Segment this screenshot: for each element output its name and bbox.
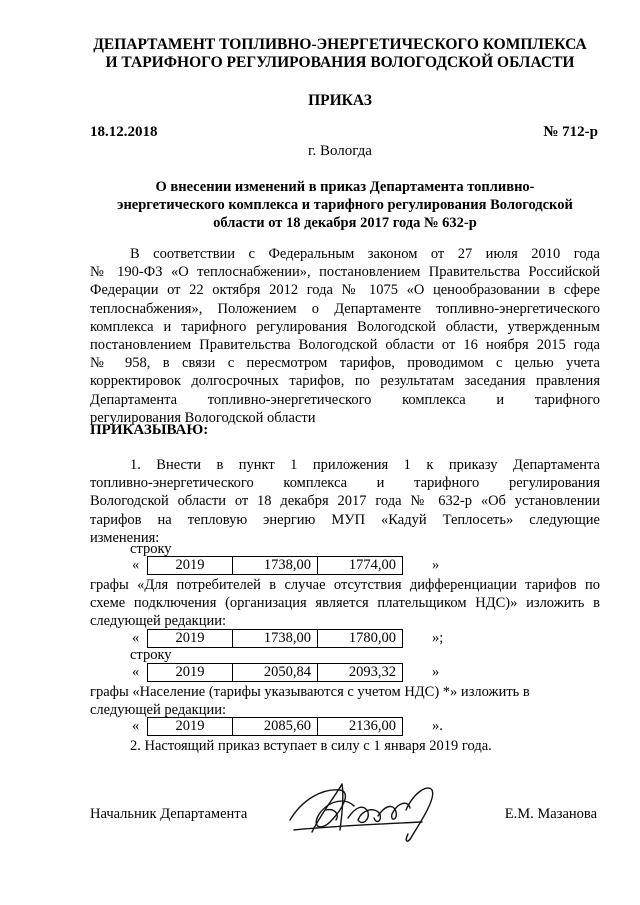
item-1-line: изменения: [90,529,160,546]
tariff-value-2: 1774,00 [318,557,403,575]
quote-open: « [132,630,140,646]
city: г. Вологда [308,143,372,159]
preamble [90,245,600,427]
tariff-year: 2019 [148,630,233,648]
item-2: 2. Настоящий приказ вступает в силу с 1 января 2019 года. [130,738,492,754]
para-b-line: графы «Население (тарифы указываются с учетом НДС) *» изложить в [90,684,530,700]
tariff-row-3 [147,663,403,682]
quote-close: » [432,557,440,573]
order-subject [90,178,600,232]
preamble-line: теплоснабжения», Положением о Департаменте топливно-энергетического [90,300,600,317]
handwritten-signature [282,770,452,850]
order-date: 18.12.2018 [90,124,158,140]
preamble-line: Федерации от 22 октября 2012 года № 1075 «О ценообразовании в сфере [90,282,600,299]
tariff-value-1: 2050,84 [233,664,318,682]
preamble-line: постановлением Правительства Вологодской области от 16 ноября 2015 года [90,337,600,354]
department-name-line1: ДЕПАРТАМЕНТ ТОПЛИВНО-ЭНЕРГЕТИЧЕСКОГО КОМПЛЕКСА [93,36,587,53]
item-1-line: топливно-энергетического комплекса и тарифного регулирования [90,475,600,492]
item-1-line: тарифов на тепловую энергию МУП «Кадуй Теплосеть» следующие [90,511,600,528]
tariff-value-1: 1738,00 [233,630,318,648]
preamble-line: корректировок долгосрочных тарифов, по результатам заседания правления [90,373,600,390]
subject-line-1: О внесении изменений в приказ Департамента топливно- [155,179,535,195]
column-description-b [90,683,600,719]
preamble-line: № 190-ФЗ «О теплоснабжении», постановлением Правительства Российской [90,264,600,281]
tariff-year: 2019 [148,557,233,575]
tariff-value-1: 1738,00 [233,557,318,575]
tariff-row-2 [147,629,403,648]
tariff-value-2: 1780,00 [318,630,403,648]
quote-close-dot: ». [432,718,443,734]
subject-line-2: энергетического комплекса и тарифного регулирования Вологодской [117,197,573,213]
quote-open: « [132,664,140,680]
item-1-line: Вологодской области от 18 декабря 2017 года № 632-р «Об установлении [90,493,600,510]
row-word: строку [130,647,172,663]
subject-line-3: области от 18 декабря 2017 года № 632-р [213,215,477,231]
quote-open: « [132,718,140,734]
tariff-value-2: 2093,32 [318,664,403,682]
quote-close-semicolon: »; [432,630,444,646]
quote-open: « [132,557,140,573]
column-description-a [90,576,600,631]
preamble-line: В соответствии с Федеральным законом от 27 июля 2010 года [130,246,600,262]
preamble-line: регулирования Вологодской области [90,409,316,426]
tariff-row-1 [147,556,403,575]
para-a-line: графы «Для потребителей в случае отсутствия дифференциации тарифов по [90,577,600,593]
quote-close: » [432,664,440,680]
tariff-value-1: 2085,60 [233,718,318,736]
para-b-line: следующей редакции: [90,702,227,719]
document-type: ПРИКАЗ [308,92,372,109]
para-a-line: следующей редакции: [90,613,227,630]
item-1 [90,456,600,547]
preamble-line: Департамента топливно-энергетического комплекса и тарифного [90,391,600,408]
item-1-line: 1. Внести в пункт 1 приложения 1 к приказу Департамента [130,457,600,473]
tariff-year: 2019 [148,664,233,682]
order-word: ПРИКАЗЫВАЮ: [90,422,209,438]
preamble-line: комплекса и тарифного регулирования Вологодской области, утвержденным [90,318,600,335]
tariff-row-4 [147,717,403,736]
signatory-name: Е.М. Мазанова [504,806,597,822]
para-a-line: схеме подключения (организация является плательщиком НДС)» изложить в [90,595,600,612]
preamble-line: № 958, в связи с пересмотром тарифов, проводимом с целью учета [90,355,600,372]
row-word: строку [130,541,172,557]
order-number: № 712-р [543,124,598,140]
tariff-value-2: 2136,00 [318,718,403,736]
tariff-year: 2019 [148,718,233,736]
department-name-line2: И ТАРИФНОГО РЕГУЛИРОВАНИЯ ВОЛОГОДСКОЙ ОБЛАСТИ [105,54,575,71]
signatory-position: Начальник Департамента [90,806,248,822]
